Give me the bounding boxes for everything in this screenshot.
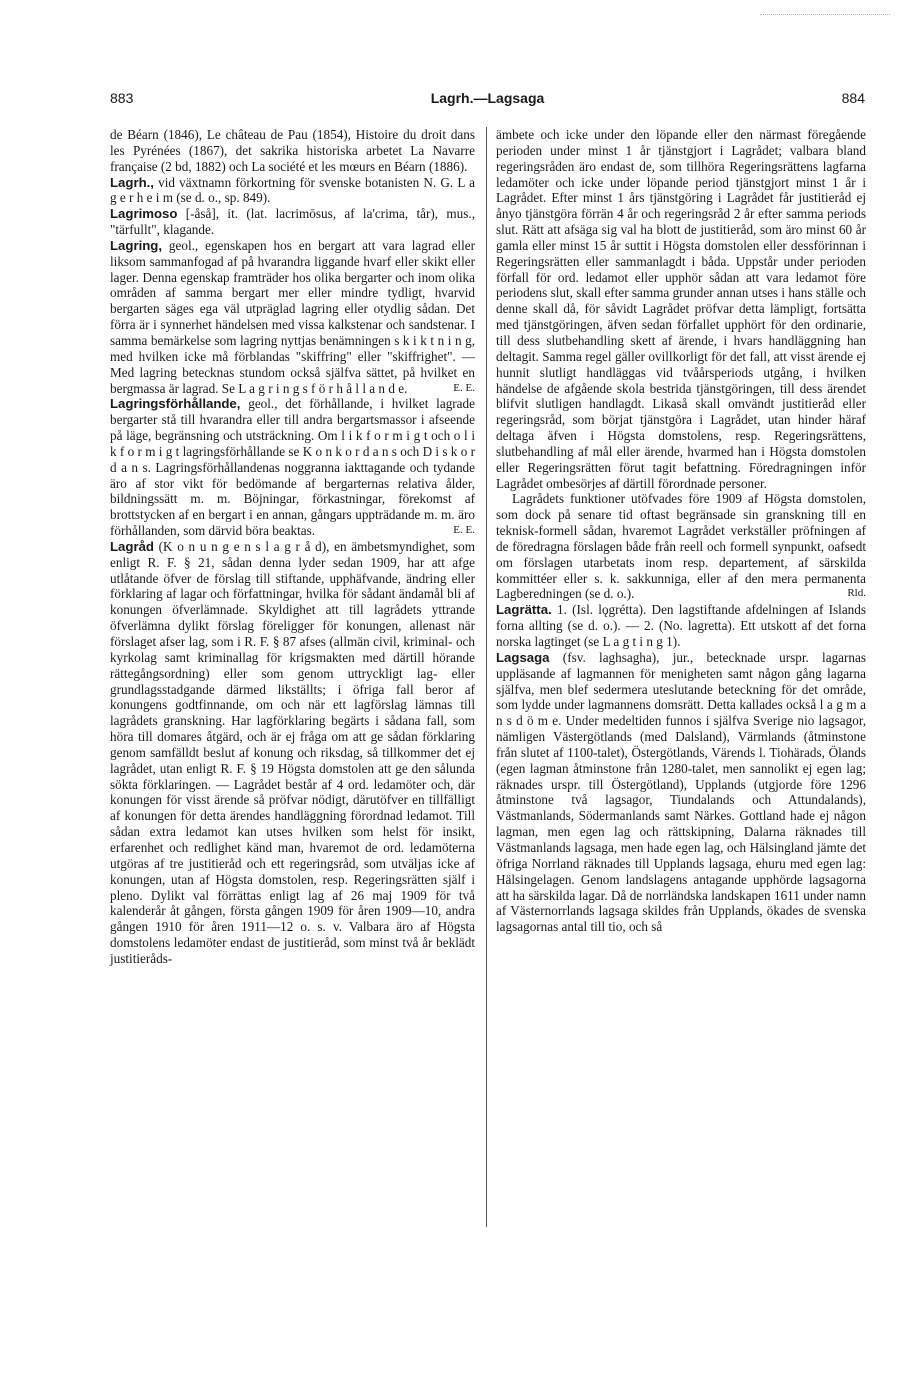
scan-mark (760, 14, 890, 15)
entry (496, 491, 866, 602)
entry (110, 206, 475, 238)
entry (110, 127, 475, 175)
left-column (110, 127, 475, 967)
entry-keyword: Lagråd (110, 538, 154, 554)
entry-keyword: Lagrimoso (110, 206, 178, 222)
entry-keyword: Lagrätta. (496, 602, 552, 618)
entry-text: de Béarn (1846), Le château de Pau (1854), Histoire du droit dans les Pyrénées (1867), det sakrika historiska arbetet La Navarre française (2 bd, 1882) och La société et les mœurs en Béarn (1886). (110, 127, 475, 174)
entry-text: geol., egenskapen hos en bergart att vara lagrad eller liksom sammanfogad af på hvarandra liggande hvarf eller skikt eller lager. Denna egenskap framträder hos olika bergarter och inom olika områden af samma bergart mer eller mindre tydligt, hvarvid bergarten säges ega väl utpräglad lagring eller otydlig sådan. Det förra är i synnerhet händelsen med vissa kalkstenar och sandstenar. I samma bemärkelse som lagring nyttjas benämningen s k i k t n i n g, med hvilken icke må förblandas "skiffring" eller "skiffrighet". — Med lagring betecknas stundom också själfva sättet, på hvilket en bergmassa är lagrad. Se L a g r i n g s f ö r h å l l a n d e. (110, 237, 475, 396)
entry (496, 650, 866, 935)
entry-text: [-åså], it. (lat. lacrimōsus, af la'crima, tår), mus., "tärfullt", klagande. (110, 206, 475, 238)
author-signature: E. E. (453, 524, 475, 537)
author-signature: E. E. (453, 381, 475, 394)
entry (110, 238, 475, 396)
entry-text: 1. (Isl. lǫgrétta). Den lagstiftande afdelningen af Islands forna allting (se d. o.). — 2. (No. lagretta). Ett utskott af det forna norska lagtinget (se L a g t i n g 1). (496, 602, 866, 649)
running-title: Lagrh.—Lagsaga (430, 90, 545, 106)
entry-keyword: Lagrh., (110, 174, 154, 190)
entry (110, 396, 475, 539)
entry-text: (K o n u n g e n s l a g r å d), en ämbetsmyndighet, som enligt R. F. § 21, sådan denna lyder sedan 1909, har att afge utlåtande öfver de förslag till stiftande, upphäfvande, ändring eller förklaring af lagar och författningar, hvilka för sådant ändamål bli af konungen öfverlämnade. Skyldighet att till lagrådets yttrande öfverlämna dylikt förslag föreligger för konungen, allenast när förslaget afser lag, som i R. F. § 87 afses (allmän civil, kriminal- och kyrkolag samt kriminallag för krigsmakten med därtill hörande rättegångsordning) eller som genom uttryckligt lag- eller grundlagsstadgande därmed likställts; i öfriga fall beror af konungens godtfinnande, om och när ett lagförslag lämnas till lagrådets granskning. Har lagförklaring begärts i sådana fall, som höra till domares åtgärd, och är ej fråga om att ge sådan förklaring genom samfälldt beslut af konung och riksdag, så tillkommer det ej lagrådet, utan enligt R. F. § 19 Högsta domstolen att ge den sålunda sökta förklaringen. — Lagrådet består af 4 ord. ledamöter och, där konungen för visst ärende så pröfvar nödigt, därutöfver en tillfälligt af konungen för detta ärendes handläggning förordnad ledamot. Till sådan extra ledamot kan utses hvilken som helst för insikt, erfarenhet och redlighet känd man, hvaremot de ord. ledamöterna utgöras af tre justitieråd och ett regeringsråd, som utväljas icke af konungen, utan af Högsta domstolen, resp. Regeringsrätten själf i pleno. Dylikt val förrättas enligt lag af 26 maj 1909 för två kalenderår åt gången, första gången 1909 för åren 1909—10, andra gången 1910 för åren 1911—12 o. s. v. Valbara äro af Högsta domstolens ledamöter endast de justitieråd, som minst två år beklädt justitieråds- (110, 538, 475, 966)
page-number-right: 884 (841, 90, 865, 106)
author-signature: Rld. (847, 587, 866, 600)
entry-text: (fsv. laghsagha), jur., betecknade urspr. lagarnas uppläsande af lagmannen för menigheten samt någon gång lagarna själfva, men blef sedermera uteslutande beteckning för det område, som lydde under lagmannens domsrätt. Detta kallades också l a g m a n s d ö m e. Under medeltiden funnos i själfva Sverige nio lagsagor, nämligen Västergötlands (med Dalsland), Värmlands (åtminstone från slutet af 1100-talet), Östergötlands, Värends l. Tiohärads, Ölands (egen lagman åtminstone från 1280-talet, men sannolikt ej egen lag; räknades urspr. till Östergötland), Upplands (utgjorde före 1296 åtminstone två lagsagor, Tiundalands och Attundalands), Västmanlands, Södermanlands samt Närkes. Gottland hade ej någon lagman, men egen lag och rättskipning, Dalarna räknades till Västmanlands lagsaga, men hade egen lag, och Hälsingland jämte det öfriga Norrland räknades till Upplands lagsaga, ehuru med egen lag: Hälsingelagen. Genom landslagens antagande upphörde lagsagorna att ha särskilda lagar. Då de norrländska landskapen 1611 under namn af Västernorrlands lagsaga skildes från Upplands, ökades de svenska lagsagornas antal till tio, och så (496, 649, 866, 935)
entry-text: Lagrådets funktioner utöfvades före 1909 af Högsta domstolen, som dock på senare tid oftast begränsade sin granskning till en teknisk-formell sådan, hvaremot Lagrådet verkställer pröfningen af de föredragna förslagen både från reell och formell synpunkt, oafsedt om förslagen utarbetats inom resp. departement, af särskilda kommittéer eller s. k. sakkunniga, eller af den mera permanenta Lagberedningen (se d. o.). (496, 491, 866, 602)
entry (110, 539, 475, 967)
right-column (496, 127, 866, 935)
entry-keyword: Lagring, (110, 237, 163, 253)
column-divider (486, 127, 487, 1227)
entry (110, 175, 475, 207)
entry-text: ämbete och icke under den löpande eller den närmast föregående perioden under minst 1 år tjänstgjort i Lagrådet; valbara bland regeringsråden äro endast de, som tillhöra Regeringsrättens lagfarna ledamöter och icke under löpande period tjänstgjort minst 1 år i Lagrådet. Efter minst 1 års tjänstgöring i Lagrådet får justitieråd ej ånyo tjänstgöra förrän 4 år och regeringsråd 2 år efter samma periods slut. Rätt att afsäga sig val ha blott de justitieråd, som äro minst 60 år gamla eller minst 15 år suttit i Högsta domstolen eller dessförinnan i Regeringsrätten eller sammanlagdt i båda. Uppstår under perioden förfall för ord. ledamot eller upphör sådan att vara ledamot före periodens slut, skall efter samma grunder annan utses i hans ställe och denne skall då, för såvidt Lagrådet pröfvar detta lämpligt, fortsätta med tjänstgöringen, äfven sedan förfallet upphört för den ordinarie, till dess slutbehandling skett af ärende, i hvars handläggning han deltagit. Samma regel gäller ovillkorligt för det fall, att visst ärende ej hunnit slutligt handläggas vid tvåårsperiods utgång, i hvilken händelse de afgående skola bestrida tjänstgöringen, till dess ärendet blifvit slutligen handlagdt. Likaså skall omvändt justitieråd eller regeringsråd, som börjat tjänstgöra i Lagrådet, utan hinder häraf deltaga äfven i Högsta domstolens, resp. Regeringsrättens, slutbehandling af mål eller ärende, hvarmed han i Högsta domstolen eller Regeringsrätten förut tagit befattning. Föredragningen inför Lagrådet ombesörjes af därtill förordnade personer. (496, 127, 866, 491)
entry (496, 127, 866, 491)
page-number-left: 883 (110, 90, 134, 106)
entry-keyword: Lagringsförhållande, (110, 396, 241, 412)
entry-text: vid växtnamn förkortning för svenske botanisten N. G. L a g e r h e i m (se d. o., sp. 849). (110, 174, 475, 206)
page-header (110, 90, 865, 114)
entry (496, 602, 866, 650)
entry-text: geol., det förhållande, i hvilket lagrade bergarter stå till hvarandra eller till andra bergartsmassor i afseende på läge, begränsning och utsträckning. Om l i k f o r m i g t och o l i k f o r m i g t lagringsförhållande se K o n k o r d a n s och D i s k o r d a n s. Lagringsförhållandenas noggranna iakttagande och tydande äro af stor vikt för bedömande af bergarternas relativa ålder, bildningssätt m. m. Böjningar, förkastningar, förekomst af brottstycken af en bergart i en annan, gångars uppträdande m. m. äro förhållanden, som därvid böra beaktas. (110, 396, 475, 539)
entry-keyword: Lagsaga (496, 649, 550, 665)
